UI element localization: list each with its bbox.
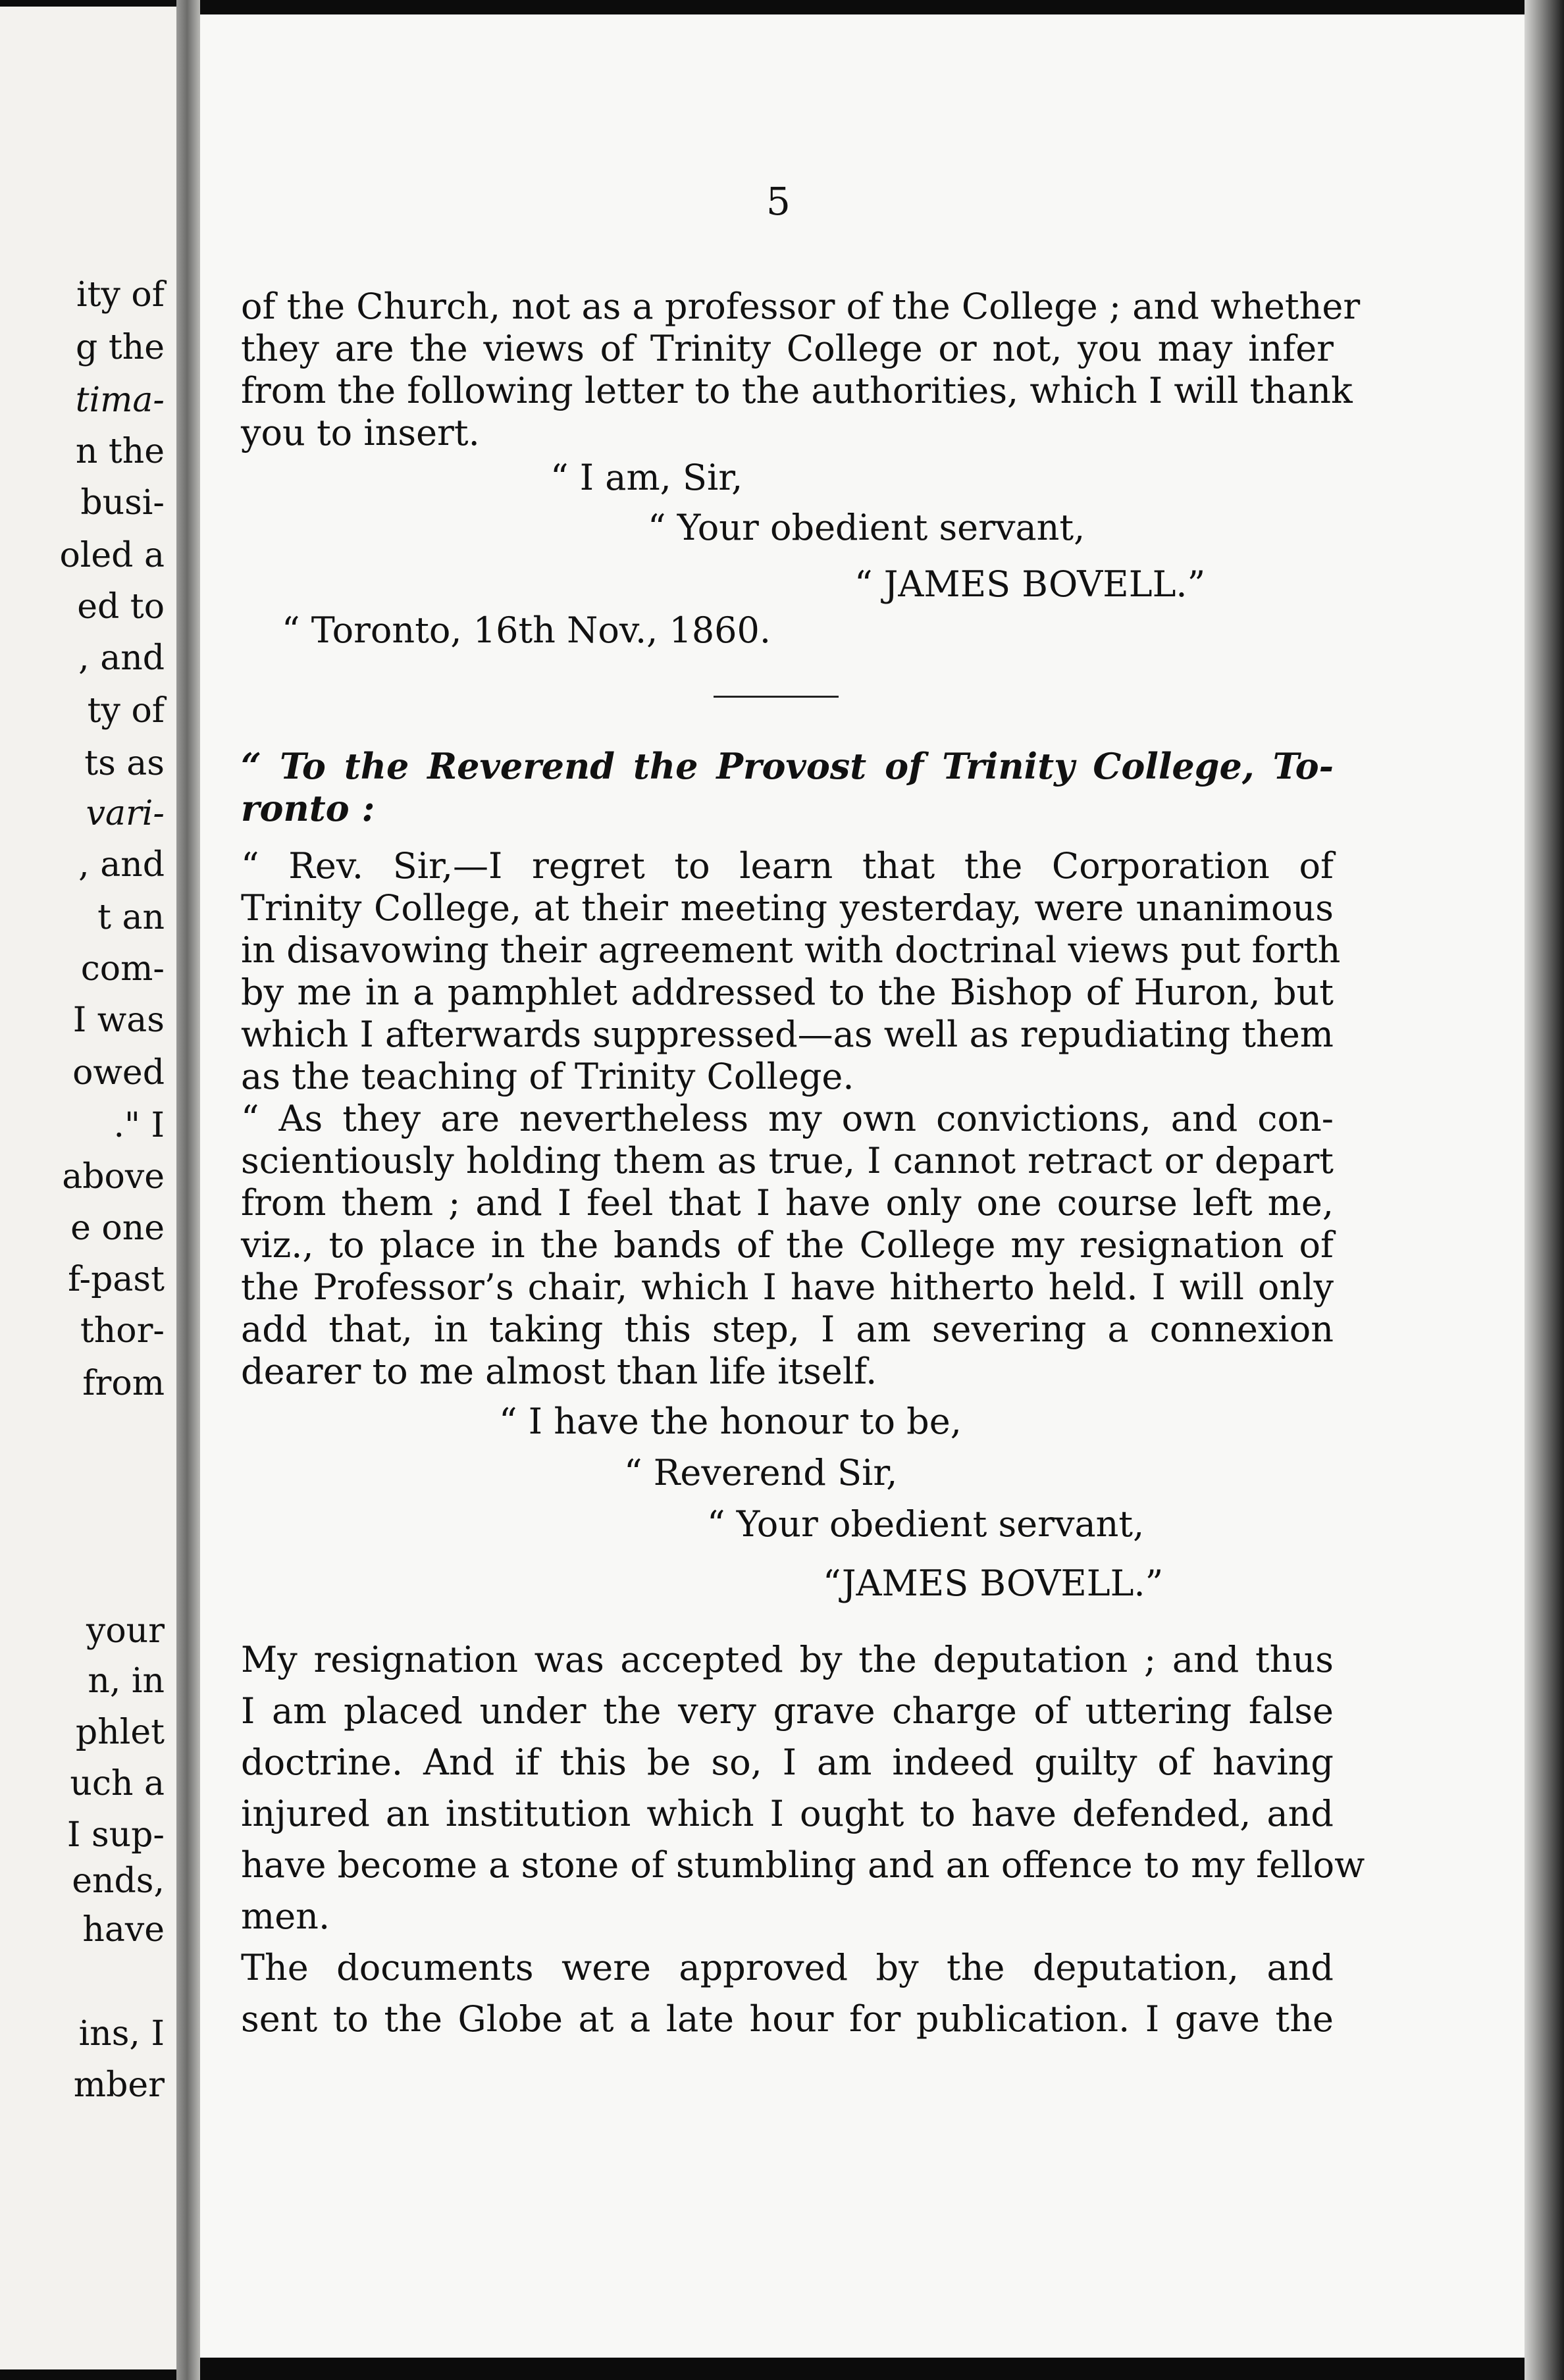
text-line: have become a stone of stumbling and an offence to my fellow <box>241 1844 1365 1886</box>
left-line: your <box>86 1611 165 1651</box>
left-line: above <box>62 1157 165 1197</box>
text-line: by me in a pamphlet addressed to the Bishop of Huron, but <box>241 971 1334 1013</box>
left-line: ." I <box>113 1106 165 1145</box>
left-line: f-past <box>68 1260 165 1299</box>
left-line: ends, <box>72 1861 165 1901</box>
left-line: ts as <box>84 744 165 783</box>
book-gutter <box>176 0 200 2380</box>
left-line: n, in <box>88 1661 165 1701</box>
left-line: g the <box>76 328 165 367</box>
signature: “ JAMES BOVELL.” <box>854 563 1206 605</box>
text-line: Trinity College, at their meeting yesterday, were unanimous <box>241 887 1334 929</box>
salutation: “ I have the honour to be, <box>499 1401 962 1442</box>
page-edge <box>1525 0 1564 2380</box>
left-line: n the <box>75 432 165 471</box>
signature: “JAMES BOVELL.” <box>823 1563 1164 1604</box>
left-line: I sup- <box>66 1815 165 1855</box>
salutation: “ Reverend Sir, <box>624 1452 898 1493</box>
left-line: ins, I <box>78 2014 165 2054</box>
left-line: e one <box>70 1208 165 1248</box>
left-line: tima- <box>75 380 165 420</box>
text-line: “ Rev. Sir,—I regret to learn that the Corporation of <box>241 845 1334 887</box>
text-line: sent to the Globe at a late hour for publication. I gave the <box>241 1998 1334 2040</box>
text-line: My resignation was accepted by the deputation ; and thus <box>241 1639 1334 1680</box>
left-line: , and <box>78 845 165 885</box>
text-line: from them ; and I feel that I have only one course left me, <box>241 1182 1334 1224</box>
left-line: t an <box>97 898 165 937</box>
text-line: “ As they are nevertheless my own convictions, and con- <box>241 1098 1334 1139</box>
left-line: ty of <box>87 691 165 731</box>
left-line: I was <box>72 1000 165 1040</box>
text-line: of the Church, not as a professor of the College ; and whether <box>241 286 1361 327</box>
text-line: which I afterwards suppressed—as well as repudiating them <box>241 1014 1334 1055</box>
left-line: com- <box>80 949 165 989</box>
left-line: vari- <box>86 794 165 833</box>
letter-address: “ To the Reverend the Provost of Trinity College, To- <box>241 745 1334 787</box>
left-line: uch a <box>70 1764 165 1803</box>
left-line: ity of <box>76 275 165 315</box>
main-page <box>200 14 1525 2358</box>
text-line: injured an institution which I ought to have defended, and <box>241 1793 1334 1834</box>
text-line: in disavowing their agreement with doctrinal views put forth <box>241 929 1341 971</box>
salutation: “ Your obedient servant, <box>707 1503 1145 1545</box>
text-line: The documents were approved by the deputation, and <box>241 1947 1334 1988</box>
salutation: “ Your obedient servant, <box>648 507 1085 548</box>
letter-address: ronto : <box>241 787 375 829</box>
left-line: , and <box>78 638 165 678</box>
text-line: add that, in taking this step, I am severing a connexion <box>241 1308 1334 1350</box>
left-line: have <box>82 1910 165 1950</box>
left-line: owed <box>72 1053 165 1093</box>
text-line: doctrine. And if this be so, I am indeed guilty of having <box>241 1742 1334 1783</box>
left-line: mber <box>73 2065 165 2105</box>
text-line: as the teaching of Trinity College. <box>241 1056 854 1097</box>
left-line: oled a <box>59 536 165 575</box>
text-line: scientiously holding them as true, I cannot retract or depart <box>241 1140 1334 1181</box>
text-line: they are the views of Trinity College or not, you may infer <box>241 328 1334 369</box>
text-line: dearer to me almost than life itself. <box>241 1351 877 1392</box>
text-line: the Professor’s chair, which I have hitherto held. I will only <box>241 1266 1334 1308</box>
left-line: busi- <box>80 483 165 523</box>
left-line: thor- <box>80 1311 165 1351</box>
text-line: you to insert. <box>241 412 480 453</box>
text-line: men. <box>241 1896 330 1937</box>
left-line: ed to <box>77 587 165 627</box>
text-line: from the following letter to the authorities, which I will thank <box>241 370 1353 411</box>
page-number: 5 <box>766 179 791 224</box>
left-line: phlet <box>75 1713 165 1752</box>
salutation: “ I am, Sir, <box>550 457 743 498</box>
left-line: from <box>82 1364 165 1403</box>
text-line: I am placed under the very grave charge of uttering false <box>241 1690 1334 1732</box>
left-facing-page <box>0 7 176 2369</box>
section-rule <box>714 696 839 698</box>
dateline: “ Toronto, 16th Nov., 1860. <box>282 609 771 651</box>
text-line: viz., to place in the bands of the College my resignation of <box>241 1224 1334 1266</box>
